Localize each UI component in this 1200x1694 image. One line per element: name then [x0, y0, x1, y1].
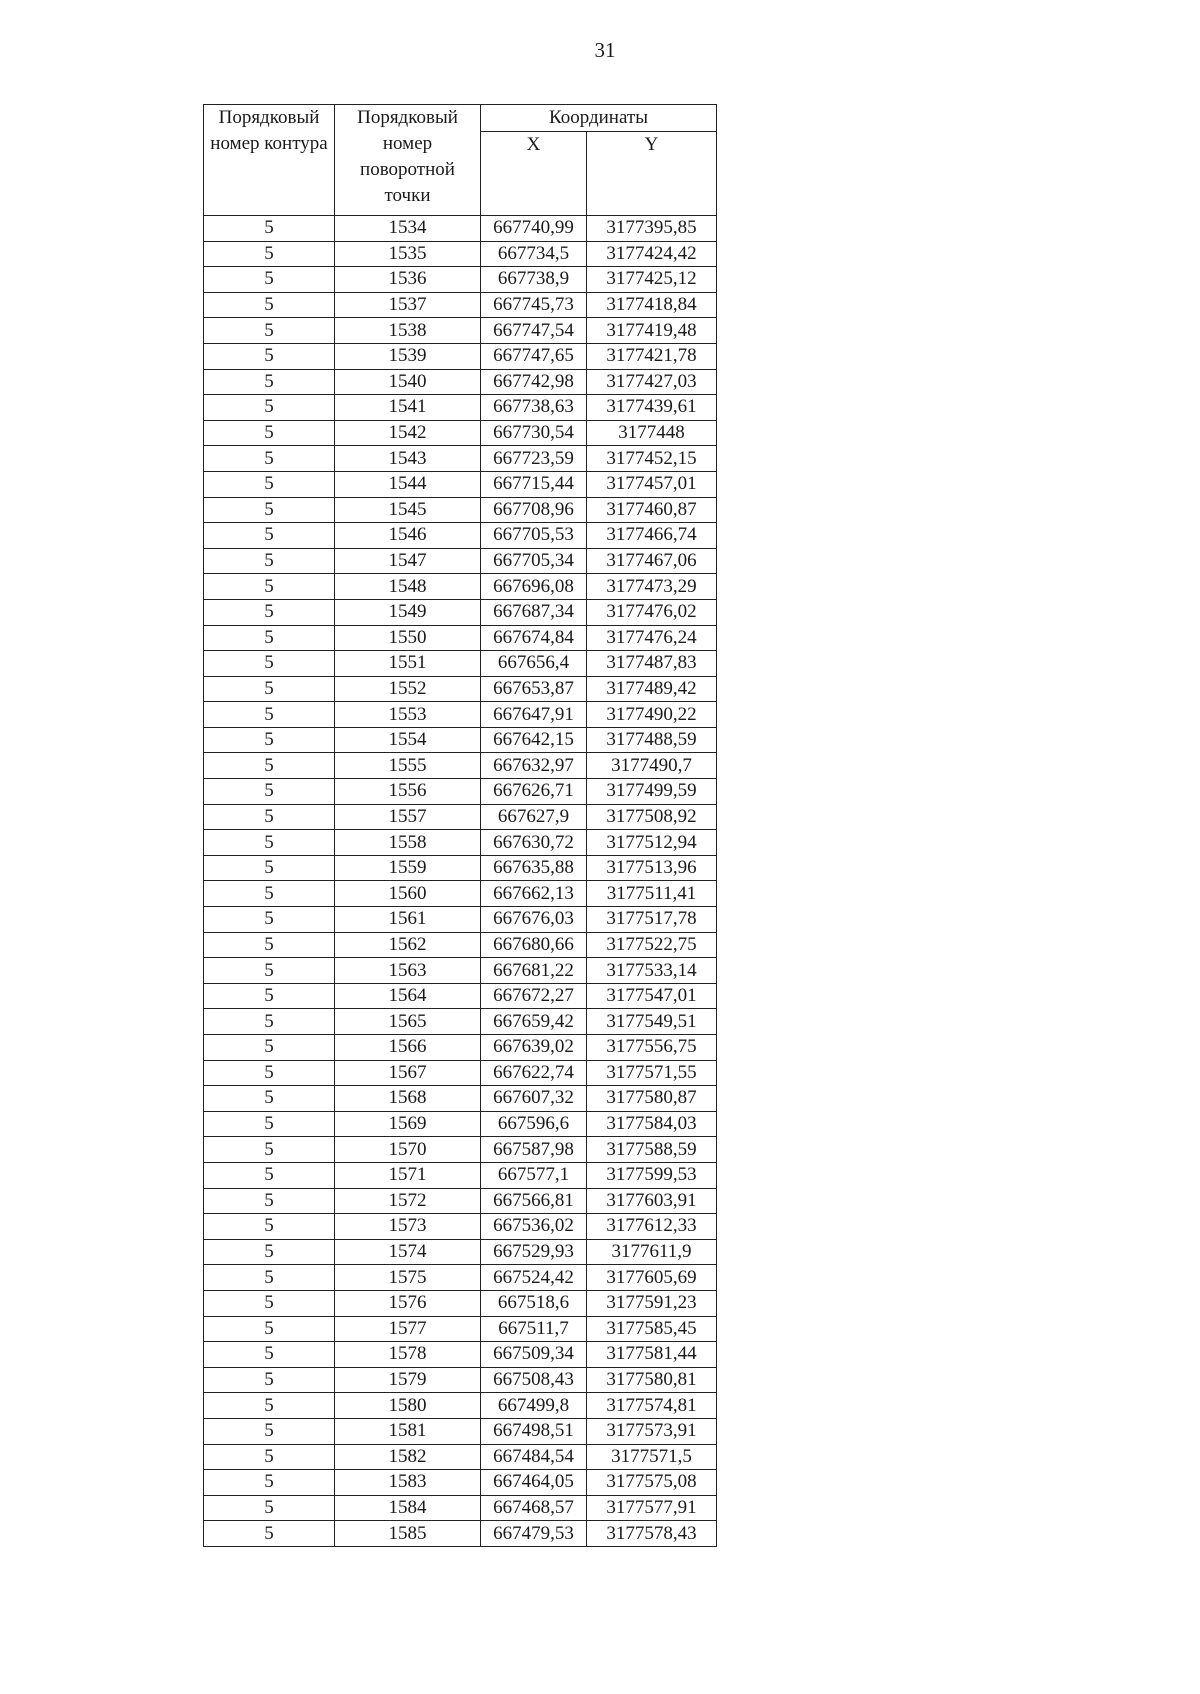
- cell-contour: 5: [204, 932, 335, 958]
- table-row: [204, 779, 717, 805]
- cell-contour: 5: [204, 1342, 335, 1368]
- cell-x: 667647,91: [481, 702, 587, 728]
- table-row: [204, 1035, 717, 1061]
- table-row: [204, 1444, 717, 1470]
- header-point-number: Порядковый номер поворотной точки: [335, 105, 481, 216]
- cell-x: 667687,34: [481, 599, 587, 625]
- table-row: [204, 932, 717, 958]
- cell-x: 667511,7: [481, 1316, 587, 1342]
- cell-x: 667622,74: [481, 1060, 587, 1086]
- cell-x: 667566,81: [481, 1188, 587, 1214]
- cell-x: 667639,02: [481, 1035, 587, 1061]
- table-row: [204, 1239, 717, 1265]
- cell-y: 3177421,78: [587, 343, 717, 369]
- cell-y: 3177448: [587, 420, 717, 446]
- cell-y: 3177580,87: [587, 1086, 717, 1112]
- table-row: [204, 1367, 717, 1393]
- cell-x: 667723,59: [481, 446, 587, 472]
- table-row: [204, 1086, 717, 1112]
- cell-y: 3177460,87: [587, 497, 717, 523]
- cell-x: 667715,44: [481, 471, 587, 497]
- cell-x: 667730,54: [481, 420, 587, 446]
- cell-y: 3177571,5: [587, 1444, 717, 1470]
- table-row: [204, 983, 717, 1009]
- header-coordinates: Координаты: [481, 105, 717, 132]
- cell-contour: 5: [204, 1470, 335, 1496]
- table-row: [204, 318, 717, 344]
- cell-y: 3177549,51: [587, 1009, 717, 1035]
- cell-x: 667635,88: [481, 855, 587, 881]
- cell-contour: 5: [204, 804, 335, 830]
- cell-y: 3177573,91: [587, 1418, 717, 1444]
- cell-contour: 5: [204, 702, 335, 728]
- cell-y: 3177556,75: [587, 1035, 717, 1061]
- table-row: [204, 907, 717, 933]
- cell-x: 667705,53: [481, 523, 587, 549]
- cell-contour: 5: [204, 1111, 335, 1137]
- cell-contour: 5: [204, 523, 335, 549]
- cell-x: 667674,84: [481, 625, 587, 651]
- cell-y: 3177571,55: [587, 1060, 717, 1086]
- cell-contour: 5: [204, 881, 335, 907]
- table-row: [204, 855, 717, 881]
- cell-y: 3177457,01: [587, 471, 717, 497]
- cell-y: 3177605,69: [587, 1265, 717, 1291]
- table-row: [204, 830, 717, 856]
- cell-point: 1585: [335, 1521, 481, 1547]
- cell-x: 667708,96: [481, 497, 587, 523]
- cell-point: 1574: [335, 1239, 481, 1265]
- cell-contour: 5: [204, 292, 335, 318]
- cell-y: 3177499,59: [587, 779, 717, 805]
- header-y: Y: [587, 132, 717, 216]
- table-row: [204, 497, 717, 523]
- table-row: [204, 651, 717, 677]
- table-row: [204, 1521, 717, 1547]
- cell-y: 3177577,91: [587, 1495, 717, 1521]
- cell-contour: 5: [204, 318, 335, 344]
- cell-contour: 5: [204, 676, 335, 702]
- cell-y: 3177488,59: [587, 727, 717, 753]
- table-row: [204, 1342, 717, 1368]
- cell-point: 1552: [335, 676, 481, 702]
- cell-contour: 5: [204, 753, 335, 779]
- cell-y: 3177487,83: [587, 651, 717, 677]
- cell-y: 3177581,44: [587, 1342, 717, 1368]
- table-row: [204, 420, 717, 446]
- cell-x: 667508,43: [481, 1367, 587, 1393]
- cell-point: 1547: [335, 548, 481, 574]
- table-row: [204, 343, 717, 369]
- table-row: [204, 1470, 717, 1496]
- cell-y: 3177424,42: [587, 241, 717, 267]
- cell-y: 3177476,02: [587, 599, 717, 625]
- table-row: [204, 1137, 717, 1163]
- cell-x: 667499,8: [481, 1393, 587, 1419]
- cell-point: 1565: [335, 1009, 481, 1035]
- cell-point: 1543: [335, 446, 481, 472]
- cell-y: 3177585,45: [587, 1316, 717, 1342]
- table-row: [204, 267, 717, 293]
- cell-x: 667672,27: [481, 983, 587, 1009]
- cell-y: 3177490,22: [587, 702, 717, 728]
- cell-y: 3177467,06: [587, 548, 717, 574]
- cell-x: 667696,08: [481, 574, 587, 600]
- cell-contour: 5: [204, 369, 335, 395]
- cell-point: 1561: [335, 907, 481, 933]
- cell-y: 3177473,29: [587, 574, 717, 600]
- cell-y: 3177588,59: [587, 1137, 717, 1163]
- cell-contour: 5: [204, 958, 335, 984]
- cell-x: 667656,4: [481, 651, 587, 677]
- cell-contour: 5: [204, 855, 335, 881]
- coordinates-table: [203, 104, 717, 1547]
- cell-y: 3177533,14: [587, 958, 717, 984]
- cell-x: 667587,98: [481, 1137, 587, 1163]
- cell-point: 1578: [335, 1342, 481, 1368]
- cell-x: 667738,9: [481, 267, 587, 293]
- cell-x: 667509,34: [481, 1342, 587, 1368]
- table-row: [204, 1495, 717, 1521]
- cell-contour: 5: [204, 241, 335, 267]
- cell-y: 3177511,41: [587, 881, 717, 907]
- cell-y: 3177603,91: [587, 1188, 717, 1214]
- cell-contour: 5: [204, 1290, 335, 1316]
- cell-point: 1569: [335, 1111, 481, 1137]
- cell-y: 3177490,7: [587, 753, 717, 779]
- cell-contour: 5: [204, 983, 335, 1009]
- cell-x: 667738,63: [481, 395, 587, 421]
- cell-contour: 5: [204, 216, 335, 242]
- cell-contour: 5: [204, 779, 335, 805]
- table-row: [204, 1060, 717, 1086]
- cell-contour: 5: [204, 497, 335, 523]
- cell-contour: 5: [204, 267, 335, 293]
- cell-point: 1563: [335, 958, 481, 984]
- cell-y: 3177599,53: [587, 1162, 717, 1188]
- table-row: [204, 958, 717, 984]
- table-row: [204, 1418, 717, 1444]
- cell-y: 3177611,9: [587, 1239, 717, 1265]
- cell-contour: 5: [204, 343, 335, 369]
- cell-x: 667642,15: [481, 727, 587, 753]
- cell-contour: 5: [204, 1009, 335, 1035]
- table-row: [204, 625, 717, 651]
- cell-point: 1544: [335, 471, 481, 497]
- cell-point: 1575: [335, 1265, 481, 1291]
- table-row: [204, 446, 717, 472]
- cell-x: 667681,22: [481, 958, 587, 984]
- cell-point: 1571: [335, 1162, 481, 1188]
- cell-contour: 5: [204, 625, 335, 651]
- cell-contour: 5: [204, 420, 335, 446]
- cell-contour: 5: [204, 907, 335, 933]
- table-row: [204, 702, 717, 728]
- cell-x: 667653,87: [481, 676, 587, 702]
- table-row: [204, 369, 717, 395]
- cell-point: 1579: [335, 1367, 481, 1393]
- table-row: [204, 1214, 717, 1240]
- cell-y: 3177580,81: [587, 1367, 717, 1393]
- cell-point: 1572: [335, 1188, 481, 1214]
- table-row: [204, 1316, 717, 1342]
- cell-x: 667676,03: [481, 907, 587, 933]
- cell-contour: 5: [204, 1495, 335, 1521]
- cell-point: 1556: [335, 779, 481, 805]
- cell-point: 1534: [335, 216, 481, 242]
- cell-x: 667484,54: [481, 1444, 587, 1470]
- cell-point: 1568: [335, 1086, 481, 1112]
- cell-contour: 5: [204, 1444, 335, 1470]
- table-row: [204, 548, 717, 574]
- cell-y: 3177466,74: [587, 523, 717, 549]
- table-row: [204, 676, 717, 702]
- cell-contour: 5: [204, 1393, 335, 1419]
- cell-x: 667734,5: [481, 241, 587, 267]
- table-row: [204, 574, 717, 600]
- cell-x: 667740,99: [481, 216, 587, 242]
- cell-x: 667680,66: [481, 932, 587, 958]
- cell-point: 1550: [335, 625, 481, 651]
- table-row: [204, 1111, 717, 1137]
- cell-point: 1546: [335, 523, 481, 549]
- cell-contour: 5: [204, 1265, 335, 1291]
- cell-point: 1554: [335, 727, 481, 753]
- cell-y: 3177517,78: [587, 907, 717, 933]
- cell-x: 667536,02: [481, 1214, 587, 1240]
- cell-contour: 5: [204, 1521, 335, 1547]
- cell-x: 667659,42: [481, 1009, 587, 1035]
- table-row: [204, 881, 717, 907]
- cell-y: 3177522,75: [587, 932, 717, 958]
- table-row: [204, 727, 717, 753]
- cell-y: 3177574,81: [587, 1393, 717, 1419]
- table-row: [204, 395, 717, 421]
- cell-point: 1537: [335, 292, 481, 318]
- table-row: [204, 804, 717, 830]
- cell-x: 667705,34: [481, 548, 587, 574]
- table-body: [204, 216, 717, 1547]
- cell-point: 1573: [335, 1214, 481, 1240]
- cell-contour: 5: [204, 830, 335, 856]
- table-row: [204, 241, 717, 267]
- cell-contour: 5: [204, 548, 335, 574]
- cell-point: 1539: [335, 343, 481, 369]
- cell-contour: 5: [204, 471, 335, 497]
- cell-contour: 5: [204, 1162, 335, 1188]
- cell-contour: 5: [204, 1418, 335, 1444]
- cell-point: 1559: [335, 855, 481, 881]
- cell-point: 1562: [335, 932, 481, 958]
- table-row: [204, 523, 717, 549]
- cell-y: 3177578,43: [587, 1521, 717, 1547]
- table-row: [204, 216, 717, 242]
- cell-point: 1581: [335, 1418, 481, 1444]
- cell-point: 1535: [335, 241, 481, 267]
- cell-x: 667747,54: [481, 318, 587, 344]
- cell-y: 3177612,33: [587, 1214, 717, 1240]
- table-row: [204, 1188, 717, 1214]
- cell-contour: 5: [204, 574, 335, 600]
- cell-x: 667464,05: [481, 1470, 587, 1496]
- cell-x: 667747,65: [481, 343, 587, 369]
- cell-y: 3177439,61: [587, 395, 717, 421]
- cell-point: 1567: [335, 1060, 481, 1086]
- cell-contour: 5: [204, 1316, 335, 1342]
- cell-point: 1560: [335, 881, 481, 907]
- cell-contour: 5: [204, 1214, 335, 1240]
- cell-point: 1540: [335, 369, 481, 395]
- cell-x: 667529,93: [481, 1239, 587, 1265]
- table-row: [204, 292, 717, 318]
- cell-y: 3177489,42: [587, 676, 717, 702]
- cell-point: 1583: [335, 1470, 481, 1496]
- header-contour-number: Порядковый номер контура: [204, 105, 335, 216]
- cell-contour: 5: [204, 1239, 335, 1265]
- cell-x: 667577,1: [481, 1162, 587, 1188]
- cell-x: 667479,53: [481, 1521, 587, 1547]
- cell-y: 3177427,03: [587, 369, 717, 395]
- cell-contour: 5: [204, 1035, 335, 1061]
- cell-point: 1555: [335, 753, 481, 779]
- cell-point: 1549: [335, 599, 481, 625]
- cell-y: 3177425,12: [587, 267, 717, 293]
- cell-point: 1580: [335, 1393, 481, 1419]
- cell-y: 3177547,01: [587, 983, 717, 1009]
- cell-point: 1538: [335, 318, 481, 344]
- cell-x: 667742,98: [481, 369, 587, 395]
- table-row: [204, 1162, 717, 1188]
- cell-x: 667745,73: [481, 292, 587, 318]
- table-row: [204, 1393, 717, 1419]
- cell-y: 3177575,08: [587, 1470, 717, 1496]
- table-row: [204, 1290, 717, 1316]
- cell-contour: 5: [204, 446, 335, 472]
- table-row: [204, 1265, 717, 1291]
- cell-contour: 5: [204, 1188, 335, 1214]
- cell-x: 667468,57: [481, 1495, 587, 1521]
- cell-point: 1577: [335, 1316, 481, 1342]
- cell-x: 667607,32: [481, 1086, 587, 1112]
- cell-y: 3177418,84: [587, 292, 717, 318]
- cell-point: 1541: [335, 395, 481, 421]
- cell-y: 3177584,03: [587, 1111, 717, 1137]
- cell-point: 1566: [335, 1035, 481, 1061]
- cell-point: 1536: [335, 267, 481, 293]
- cell-y: 3177476,24: [587, 625, 717, 651]
- page-number: 31: [594, 38, 616, 62]
- cell-contour: 5: [204, 1367, 335, 1393]
- cell-point: 1576: [335, 1290, 481, 1316]
- cell-contour: 5: [204, 727, 335, 753]
- cell-point: 1545: [335, 497, 481, 523]
- cell-y: 3177395,85: [587, 216, 717, 242]
- cell-point: 1558: [335, 830, 481, 856]
- cell-contour: 5: [204, 599, 335, 625]
- cell-contour: 5: [204, 1086, 335, 1112]
- cell-y: 3177452,15: [587, 446, 717, 472]
- cell-point: 1582: [335, 1444, 481, 1470]
- cell-x: 667627,9: [481, 804, 587, 830]
- cell-x: 667626,71: [481, 779, 587, 805]
- cell-y: 3177591,23: [587, 1290, 717, 1316]
- cell-y: 3177512,94: [587, 830, 717, 856]
- cell-point: 1557: [335, 804, 481, 830]
- cell-y: 3177513,96: [587, 855, 717, 881]
- cell-contour: 5: [204, 1060, 335, 1086]
- cell-x: 667662,13: [481, 881, 587, 907]
- cell-contour: 5: [204, 651, 335, 677]
- cell-point: 1584: [335, 1495, 481, 1521]
- cell-point: 1570: [335, 1137, 481, 1163]
- cell-x: 667524,42: [481, 1265, 587, 1291]
- cell-x: 667630,72: [481, 830, 587, 856]
- table-row: [204, 753, 717, 779]
- cell-y: 3177419,48: [587, 318, 717, 344]
- header-x: X: [481, 132, 587, 216]
- cell-x: 667632,97: [481, 753, 587, 779]
- cell-x: 667498,51: [481, 1418, 587, 1444]
- cell-point: 1553: [335, 702, 481, 728]
- cell-point: 1564: [335, 983, 481, 1009]
- table-row: [204, 1009, 717, 1035]
- cell-y: 3177508,92: [587, 804, 717, 830]
- cell-point: 1548: [335, 574, 481, 600]
- cell-point: 1551: [335, 651, 481, 677]
- table-row: [204, 471, 717, 497]
- cell-x: 667596,6: [481, 1111, 587, 1137]
- cell-contour: 5: [204, 1137, 335, 1163]
- table-header: [204, 105, 717, 216]
- cell-contour: 5: [204, 395, 335, 421]
- table-row: [204, 599, 717, 625]
- cell-point: 1542: [335, 420, 481, 446]
- cell-x: 667518,6: [481, 1290, 587, 1316]
